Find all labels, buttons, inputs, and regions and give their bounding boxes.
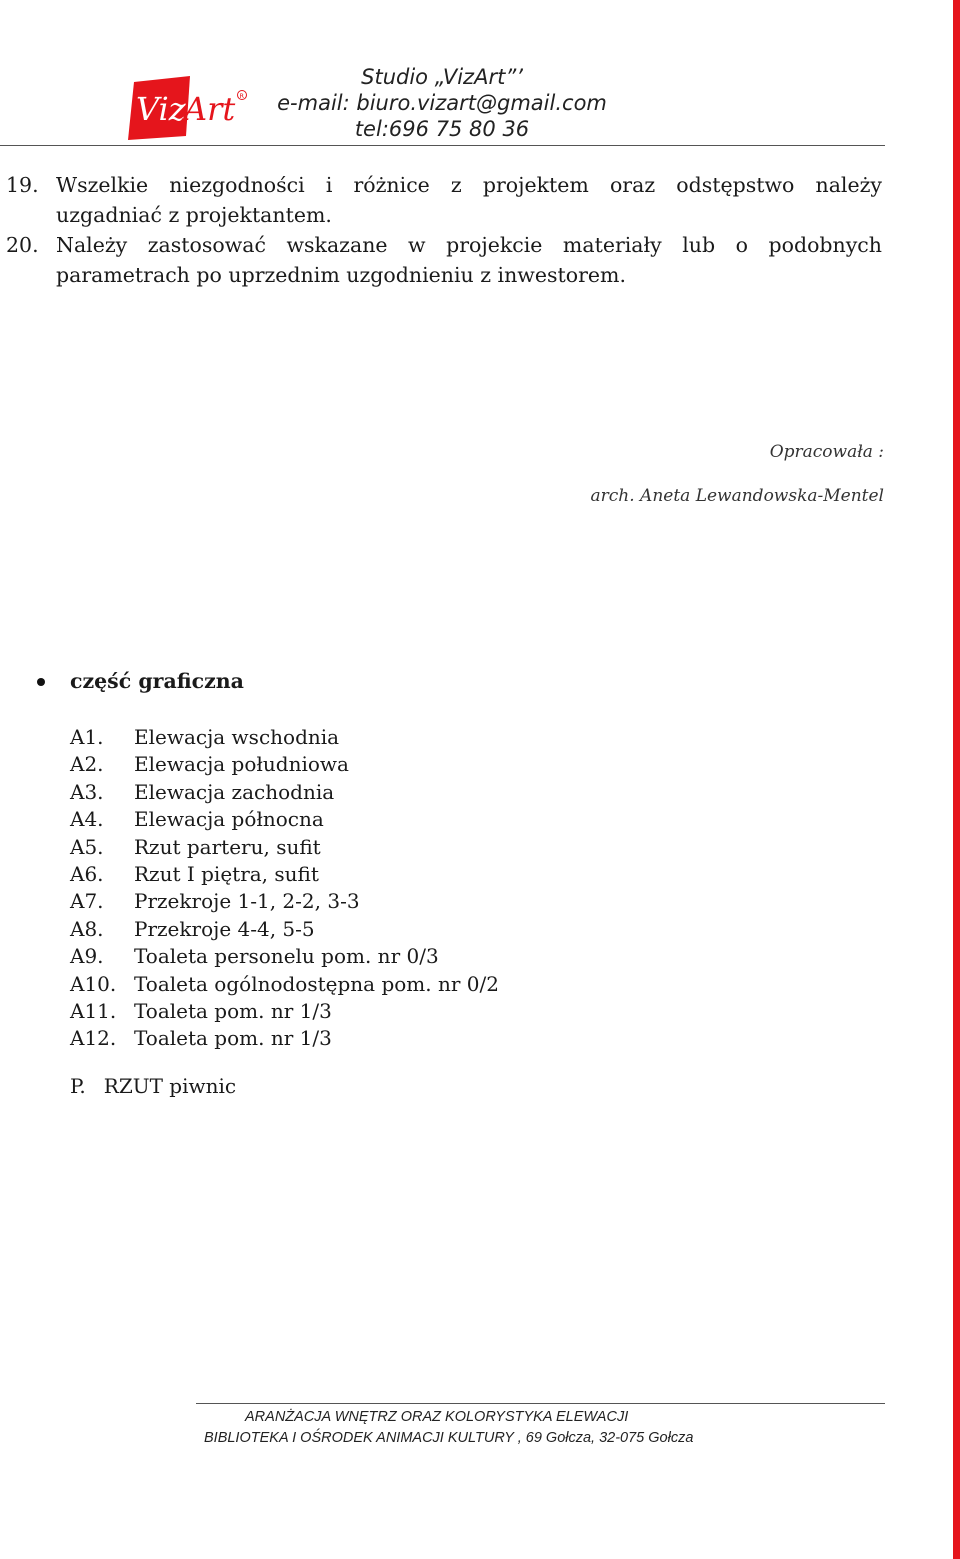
drawing-title: Elewacja południowa — [134, 752, 349, 777]
drawing-title: Rzut parteru, sufit — [134, 834, 321, 859]
drawing-code: A9. — [70, 944, 104, 969]
drawing-code: A10. — [70, 971, 117, 996]
studio-contact — [250, 64, 634, 142]
bullet-icon — [37, 678, 45, 686]
drawing-code: A6. — [70, 861, 104, 886]
drawing-code: A5. — [70, 834, 104, 859]
section-title: część graficzna — [70, 669, 244, 693]
svg-text:R: R — [239, 92, 245, 100]
drawing-title: Toaleta personelu pom. nr 0/3 — [134, 944, 439, 969]
drawing-title: Przekroje 4-4, 5-5 — [134, 916, 315, 941]
signature-name: arch. Aneta Lewandowska-Mentel — [590, 486, 884, 506]
drawing-title: Elewacja zachodnia — [134, 779, 335, 804]
drawing-code: A1. — [70, 725, 104, 749]
drawing-code: A11. — [70, 998, 117, 1023]
drawing-title: Toaleta ogólnodostępna pom. nr 0/2 — [134, 971, 499, 996]
svg-text:Art: Art — [184, 90, 236, 128]
drawing-title: Rzut I piętra, sufit — [134, 861, 319, 886]
signature-label: Opracowała : — [769, 442, 884, 462]
plan-code: P. — [70, 1074, 86, 1098]
drawing-code: A12. — [70, 1026, 117, 1051]
plan-item — [70, 1074, 236, 1098]
footer-line1: ARANŻACJA WNĘTRZ ORAZ KOLORYSTYKA ELEWACJI — [245, 1409, 629, 1425]
studio-email[interactable]: e-mail: biuro.vizart@gmail.com — [277, 91, 607, 115]
item-text-line2: uzgadniać z projektantem. — [56, 203, 332, 227]
drawing-title: Przekroje 1-1, 2-2, 3-3 — [134, 889, 360, 914]
drawing-title: Toaleta pom. nr 1/3 — [134, 1026, 332, 1051]
item-text-line1: Należy zastosować wskazane w projekcie materiały lub o podobnych — [56, 233, 882, 257]
item-number: 19. — [6, 173, 39, 197]
item-number: 20. — [6, 233, 39, 257]
item-text-line2: parametrach po uprzednim uzgodnieniu z inwestorem. — [56, 263, 626, 287]
svg-text:Viz: Viz — [136, 90, 186, 128]
footer-divider — [196, 1403, 885, 1404]
drawing-title: Toaleta pom. nr 1/3 — [134, 998, 332, 1023]
plan-title: RZUT piwnic — [103, 1074, 237, 1098]
studio-name: Studio „VizArt”’ — [361, 65, 523, 89]
footer-line2: BIBLIOTEKA I OŚRODEK ANIMACJI KULTURY , 69 Gołcza, 32-075 Gołcza — [204, 1430, 694, 1446]
drawing-code: A4. — [70, 807, 104, 832]
item-text-line1: Wszelkie niezgodności i różnice z projektem oraz odstępstwo należy — [56, 173, 882, 197]
page-edge-red-bar — [953, 0, 960, 1559]
vizart-logo — [128, 76, 252, 140]
drawing-code: A8. — [70, 916, 104, 941]
drawing-title: Elewacja północna — [134, 807, 324, 832]
header-divider — [0, 145, 885, 146]
studio-phone: tel:696 75 80 36 — [354, 117, 530, 141]
drawing-code: A2. — [70, 752, 104, 777]
drawing-code: A3. — [70, 779, 104, 804]
drawing-title: Elewacja wschodnia — [134, 725, 340, 749]
drawing-code: A7. — [70, 889, 104, 914]
